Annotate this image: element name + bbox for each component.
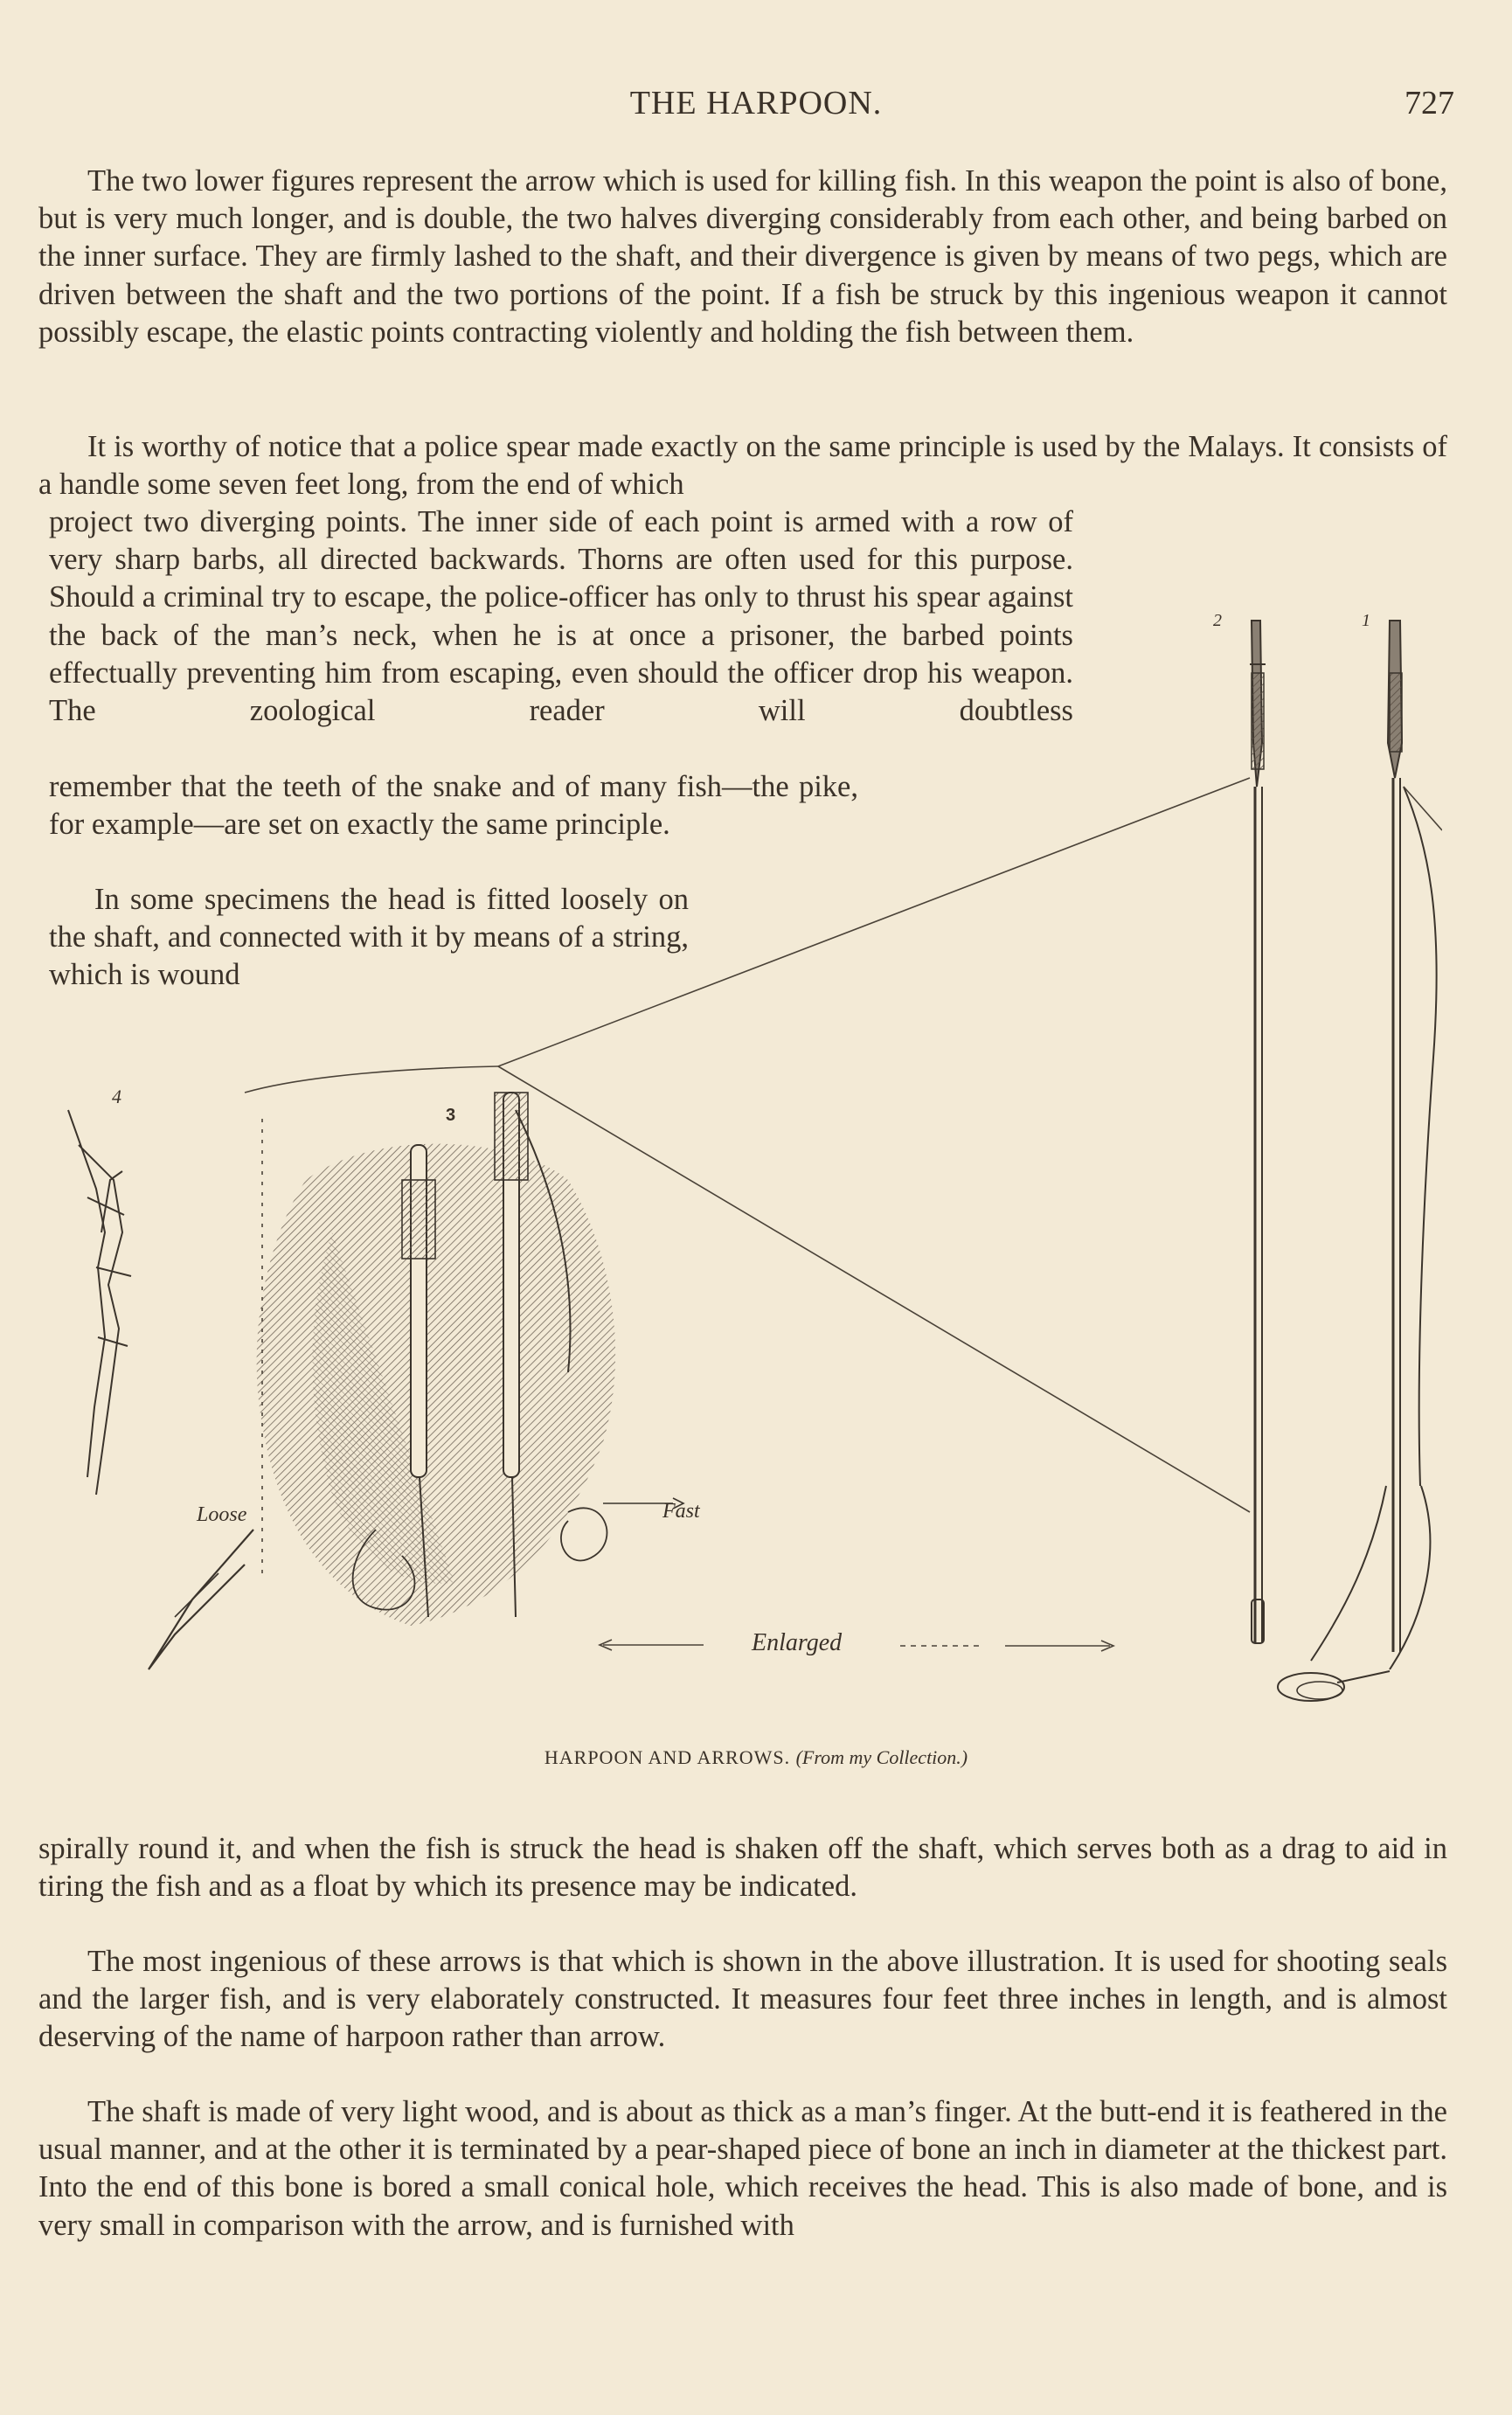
figure-caption [0,1746,1512,1769]
arrow-3-enlarged-drawing [149,1093,683,1669]
paragraph-text: It is worthy of notice that a police spear made exactly on the same principle is used by the Malays. It consists of a handle some seven feet long, from the end of which [38,430,1447,502]
figure-number-3: 3 [446,1106,456,1125]
paragraph-police-spear-wrap-2: remember that the teeth of the snake and of many fish—the pike, for example—are set on exactly the same principle. [49,770,858,842]
paragraph-most-ingenious [38,1943,1447,2057]
paragraph-fish-arrow [38,163,1447,351]
label-fast: Fast [662,1500,700,1523]
paragraph-police-spear-wrap-1: project two diverging points. The inner side of each point is armed with a row of very sharp barbs, all directed backwards. Thorns are often used for this purpose. Should a criminal try to escape, the police-officer has only to thrust his spear against the back of the man’s neck, when he is at once a prisoner, the barbed points effectually preventing him from escaping, even should the officer drop his weapon. The zoological reader will doubtless [49,505,1073,728]
paragraph-spirally: spirally round it, and when the fish is struck the head is shaken off the shaft, which serves both as a drag to aid in tiring the fish and as a float by which its presence may be indicated. [38,1832,1447,1904]
paragraph-text: The most ingenious of these arrows is that which is shown in the above illustration. It is used for shooting seals and the larger fish, and is very elaborately constructed. It measures four feet three inches in length, and is almost deserving of the name of harpoon rather than arrow. [38,1945,1447,2054]
figure-number-2: 2 [1213,611,1222,630]
label-enlarged: Enlarged [752,1629,843,1656]
arrow-4-drawing [68,1110,131,1495]
running-title: THE HARPOON. [629,85,883,121]
figure-number-1: 1 [1362,611,1370,630]
caption-title: HARPOON AND ARROWS. [544,1746,791,1768]
running-header [0,84,1512,136]
paragraph-text: In some specimens the head is fitted loosely on the shaft, and connected with it by means of a string, which is wound [49,883,689,992]
label-loose: Loose [197,1503,247,1526]
caption-note: (From my Collection.) [795,1746,968,1768]
figure-number-4: 4 [112,1086,121,1107]
paragraph-text: The shaft is made of very light wood, and is about as thick as a man’s finger. At the butt-end it is feathered in the usual manner, and at the other it is terminated by a pear-shaped piece of bone an inch in diameter at the thickest part. Into the end of this bone is bored a small conical hole, which receives the head. This is also made of bone, and is very small in comparison with the arrow, and is furnished with [38,2095,1447,2242]
arrow-2-drawing [1250,621,1266,1643]
harpoon-illustration [44,568,1442,1739]
paragraph-shaft [38,2093,1447,2245]
enlarged-indicator [600,1640,1113,1651]
page-number: 727 [1404,85,1454,121]
paragraph-text: The two lower figures represent the arrow which is used for killing fish. In this weapon the point is also of bone, but is very much longer, and is double, the two halves diverging considerably from each other, and being barbed on the inner surface. They are firmly lashed to the shaft, and their divergence is given by means of two pegs, which are driven between the shaft and the two portions of the point. If a fish be struck by this ingenious weapon it cannot possibly escape, the elastic points contracting violently and holding the fish between them. [38,164,1447,349]
arrow-1-drawing [1278,621,1437,1701]
paragraph-police-spear-start [38,428,1447,503]
